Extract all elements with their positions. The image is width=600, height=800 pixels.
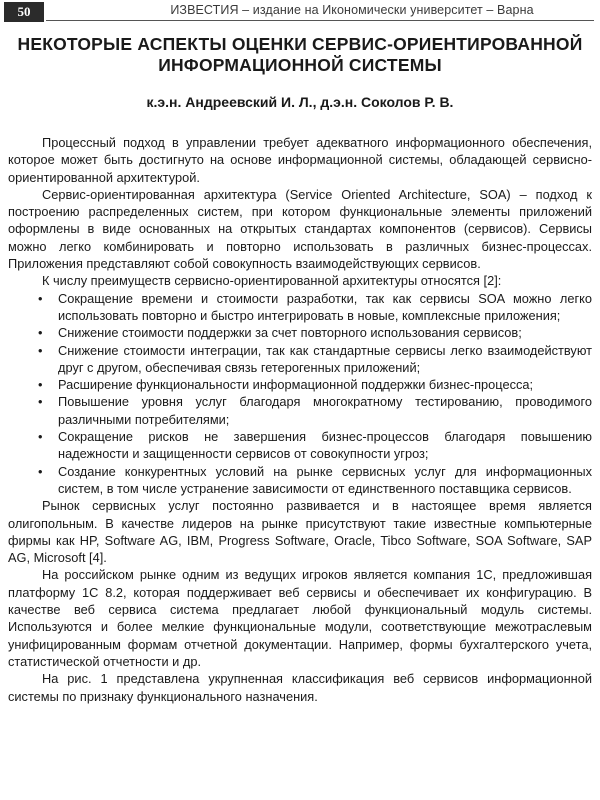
list-item-text: Снижение стоимости поддержки за счет повторного использования сервисов; (58, 325, 522, 341)
paragraph: Процессный подход в управлении требует адекватного информационного обеспечения, которое может быть достигнуто на основе информационной системы, обладающей сервисно-ориентированной архитектурой. (8, 135, 592, 185)
running-head-title: ИЗВЕСТИЯ – издание на Икономически университет – Варна (170, 3, 534, 17)
article-authors: к.э.н. Андреевский И. Л., д.э.н. Соколов Р. В. (146, 94, 454, 110)
list-item (8, 428, 592, 463)
list-item-text: Повышение уровня услуг благодаря многократному тестированию, проводимого различными потребителями; (58, 394, 592, 427)
list-item (8, 324, 592, 341)
header-rule (46, 20, 594, 21)
list-item (8, 342, 592, 377)
bullet: • (38, 394, 43, 410)
running-header (0, 0, 600, 26)
list-item (8, 393, 592, 428)
paragraph: На рис. 1 представлена укрупненная классификация веб сервисов информационной системы по признаку функционального назначения. (8, 671, 592, 704)
article-title: НЕКОТОРЫЕ АСПЕКТЫ ОЦЕНКИ СЕРВИС-ОРИЕНТИРОВАННОЙ ИНФОРМАЦИОННОЙ СИСТЕМЫ (17, 34, 583, 75)
list-item-text: Расширение функциональности информационной поддержки бизнес-процесса; (58, 377, 534, 393)
list-item-text: Сокращение рисков не завершения бизнес-процессов благодаря повышению надежности и защищенности сервисов от совокупности угроз; (58, 429, 592, 462)
list-item-text: Сокращение времени и стоимости разработки, так как сервисы SOA можно легко использовать повторно и быстро интегрировать в новые, комплексные приложения; (58, 290, 592, 323)
paragraph: Сервис-ориентированная архитектура (Service Oriented Architecture, SOA) – подход к построению распределенных систем, при котором функциональные элементы приложений оформлены в виде основанных на открытых стандартах компонентов (сервисов). Сервисы можно легко комбинировать и повторно использовать в различных бизнес-процессах. Приложения представляют собой совокупность взаимодействующих сервисов. (8, 186, 592, 272)
paragraph: На российском рынке одним из ведущих игроков является компания 1С, предложившая платформу 1С 8.2, которая поддерживает веб сервисы и обеспечивает их конфигурацию. В качестве веб сервиса система предлагает любой функциональный модуль системы. Используются и более мелкие функциональные модули, соответствующие межотраслевым унифицированным формам отчетной документации. Например, формы бухгалтерского учета, статистической отчетности и др. (8, 567, 592, 669)
list-item (8, 463, 592, 498)
bullet: • (38, 342, 43, 358)
bullet: • (38, 325, 43, 341)
bullet: • (38, 463, 43, 479)
page-number: 50 (4, 2, 44, 22)
list-item (8, 290, 592, 325)
bullet: • (38, 377, 43, 393)
bullet: • (38, 429, 43, 445)
list-item (8, 376, 592, 393)
bullet: • (38, 290, 43, 306)
list-item-text: Снижение стоимости интеграции, так как стандартные сервисы легко взаимодействуют друг с другом, обеспечивая связь гетерогенных приложений; (58, 342, 592, 375)
article-body (8, 134, 592, 705)
advantages-list (8, 290, 592, 498)
list-item-text: Создание конкурентных условий на рынке сервисных услуг для информационных систем, в том числе устранение зависимости от единственного поставщика сервисов. (58, 463, 592, 496)
paragraph: Рынок сервисных услуг постоянно развивается и в настоящее время является олигопольным. В качестве лидеров на рынке присутствуют такие известные компьютерные фирмы как HP, Software AG, IBM, Progress Software, Oracle, Tibco Software, SOA Software, SAP AG, Microsoft [4]. (8, 498, 592, 566)
paragraph: К числу преимуществ сервисно-ориентированной архитектуры относятся [2]: (42, 273, 502, 289)
